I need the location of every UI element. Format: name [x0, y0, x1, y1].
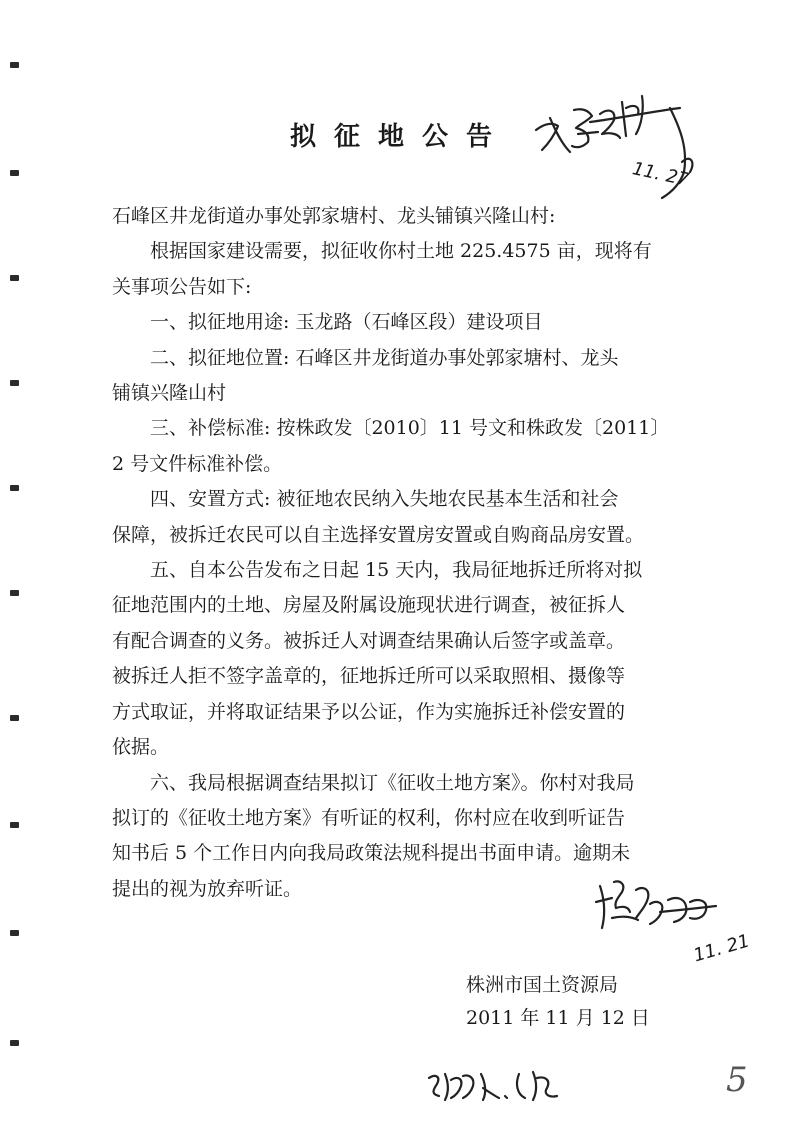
document-line: 四、安置方式: 被征地农民纳入失地农民基本生活和社会 [150, 488, 619, 511]
document-line: 被拆迁人拒不签字盖章的，征地拆迁所可以采取照相、摄像等 [112, 665, 626, 688]
document-line: 三、补偿标准: 按株政发〔2010〕11 号文和株政发〔2011〕 [150, 417, 670, 440]
document-line: 2 号文件标准补偿。 [112, 452, 283, 475]
punch-mark [10, 62, 19, 68]
document-line: 保障，被拆迁农民可以自主选择安置房安置或自购商品房安置。 [112, 523, 645, 546]
document-line: 石峰区井龙街道办事处郭家塘村、龙头铺镇兴隆山村: [112, 205, 556, 227]
issue-date: 2011 年 11 月 12 日 [466, 1007, 650, 1029]
punch-mark [10, 485, 19, 491]
document-line: 拟订的《征收土地方案》有听证的权利，你村应在收到听证告 [112, 806, 626, 829]
punch-mark [10, 275, 19, 281]
document-line: 方式取证，并将取证结果予以公证，作为实施拆迁补偿安置的 [112, 700, 626, 723]
document-line: 关事项公告如下: [112, 275, 252, 298]
punch-mark [10, 930, 19, 936]
handwritten-date-bottom: 11. 21 [691, 930, 753, 967]
punch-mark [10, 590, 19, 596]
document-line: 提出的视为放弃听证。 [112, 877, 303, 900]
document-line: 一、拟征地用途: 玉龙路（石峰区段）建设项目 [150, 311, 543, 334]
document-line: 五、自本公告发布之日起 15 天内，我局征地拆迁所将对拟 [150, 559, 643, 582]
document-line: 铺镇兴隆山村 [112, 382, 227, 405]
punch-mark [10, 1040, 19, 1046]
handwritten-signature-bottom [425, 1060, 575, 1110]
document-line: 六、我局根据调查结果拟订《征收土地方案》。你村对我局 [150, 771, 635, 794]
document-line: 根据国家建设需要，拟征收你村土地 225.4575 亩，现将有 [150, 240, 652, 263]
punch-mark [10, 822, 19, 828]
document-line: 征地范围内的土地、房屋及附属设施现状进行调查，被征拆人 [112, 594, 626, 617]
document-line: 依据。 [112, 736, 170, 759]
punch-mark [10, 380, 19, 386]
document-line: 知书后 5 个工作日内向我局政策法规科提出书面申请。逾期未 [112, 842, 631, 865]
handwritten-date-top: 11. 27 [630, 158, 691, 191]
page-number: 5 [726, 1060, 748, 1100]
issuer-name: 株洲市国土资源局 [466, 974, 619, 996]
punch-mark [10, 170, 19, 176]
document-title: 拟征地公告 [289, 122, 510, 152]
document-body [112, 199, 712, 907]
document-line: 有配合调查的义务。被拆迁人对调查结果确认后签字或盖章。 [112, 629, 626, 652]
document-line: 二、拟征地位置: 石峰区井龙街道办事处郭家塘村、龙头 [150, 346, 619, 369]
punch-mark [10, 715, 19, 721]
